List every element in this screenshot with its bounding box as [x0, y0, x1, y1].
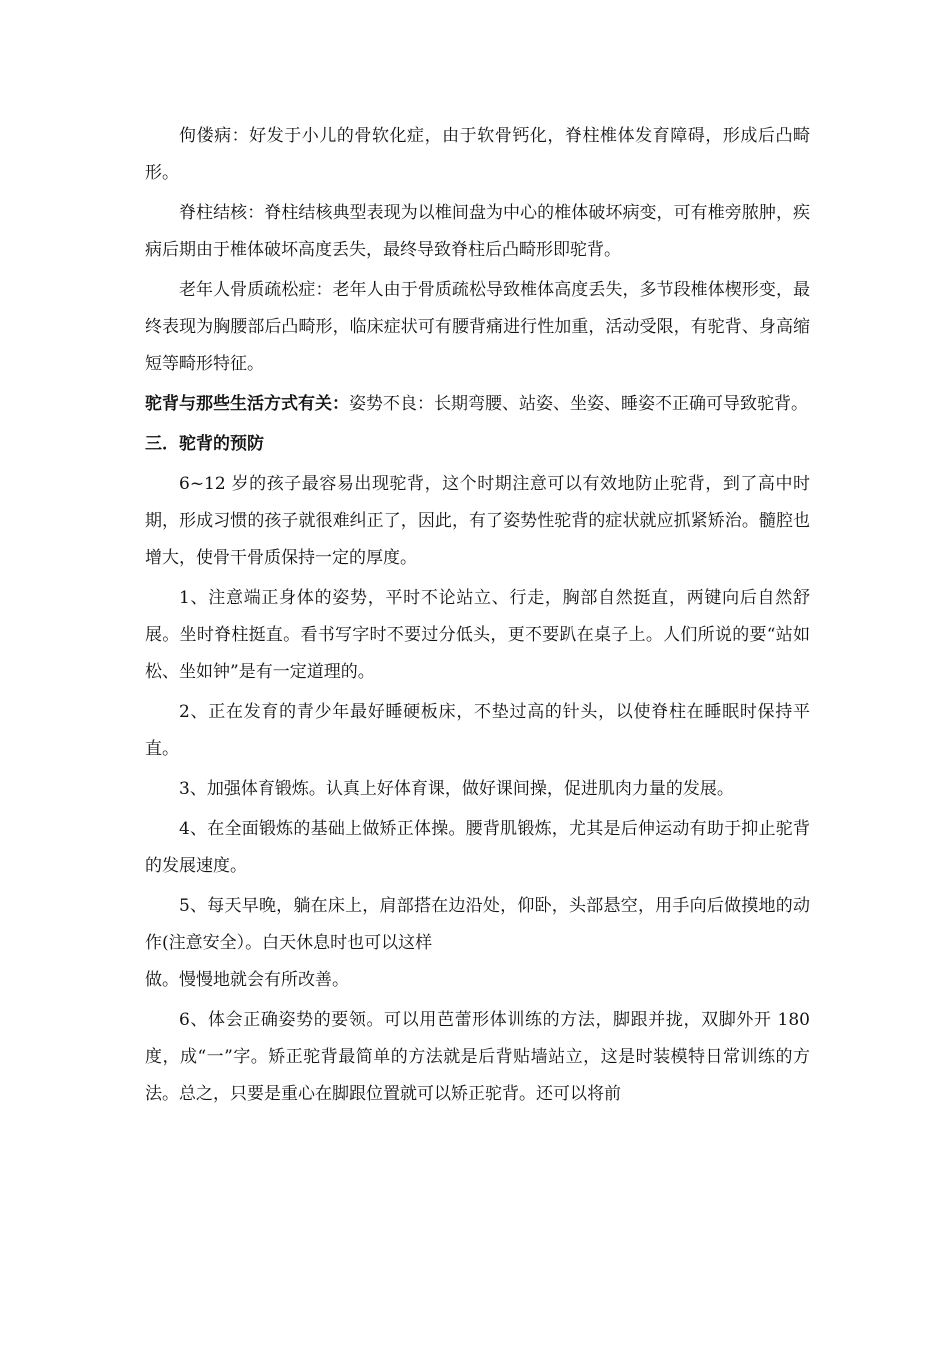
paragraph-prevention-5-continued: 做。慢慢地就会有所改善。 [145, 970, 349, 990]
paragraph-lifestyle [145, 386, 810, 423]
paragraph-prevention-6: 6、体会正确姿势的要领。可以用芭蕾形体训练的方法，脚跟并拢，双脚外开 180 度，成“一”字。矫正驼背最简单的方法就是后背贴墙站立，这是时装模特日常训练的方法。总之，只要是重心在脚跟位置就可以矫正驼背。还可以将前 [145, 1010, 810, 1104]
lifestyle-text: 姿势不良：长期弯腰、站姿、坐姿、睡姿不正确可导致驼背。 [349, 394, 808, 414]
section-heading-prevention: 三．驼背的预防 [145, 434, 264, 454]
paragraph-prevention-1: 1、注意端正身体的姿势，平时不论站立、行走，胸部自然挺直，两键向后自然舒展。坐时脊柱挺直。看书写字时不要过分低头，更不要趴在桌子上。人们所说的要“站如松、坐如钟”是有一定道理的。 [145, 588, 810, 682]
paragraph-spinal-tuberculosis: 脊柱结核：脊柱结核典型表现为以椎间盘为中心的椎体破坏病变，可有椎旁脓肿，疾病后期由于椎体破坏高度丢失，最终导致脊柱后凸畸形即驼背。 [145, 203, 810, 260]
paragraph-prevention-5: 5、每天早晚，躺在床上，肩部搭在边沿处，仰卧，头部悬空，用手向后做摸地的动作(注意安全）。白天休息时也可以这样 [145, 896, 810, 953]
paragraph-prevention-intro: 6~12 岁的孩子最容易出现驼背，这个时期注意可以有效地防止驼背，到了高中时期，形成习惯的孩子就很难纠正了，因此，有了姿势性驼背的症状就应抓紧矫治。髓腔也增大，使骨干骨质保持一定的厚度。 [145, 474, 810, 568]
document-body [145, 118, 810, 1116]
paragraph-rickets: 佝偻病：好发于小儿的骨软化症，由于软骨钙化，脊柱椎体发育障碍，形成后凸畸形。 [145, 126, 810, 183]
paragraph-prevention-3: 3、加强体育锻炼。认真上好体育课，做好课间操，促进肌肉力量的发展。 [179, 779, 734, 799]
paragraph-prevention-2: 2、正在发育的青少年最好睡硬板床，不垫过高的针头，以使脊柱在睡眠时保持平直。 [145, 702, 810, 759]
paragraph-prevention-4: 4、在全面锻炼的基础上做矫正体操。腰背肌锻炼，尤其是后伸运动有助于抑止驼背的发展速度。 [145, 819, 810, 876]
lifestyle-lead: 驼背与那些生活方式有关： [145, 394, 349, 414]
paragraph-osteoporosis: 老年人骨质疏松症：老年人由于骨质疏松导致椎体高度丢失，多节段椎体楔形变，最终表现为胸腰部后凸畸形，临床症状可有腰背痛进行性加重，活动受限，有驼背、身高缩短等畸形特征。 [145, 280, 810, 374]
